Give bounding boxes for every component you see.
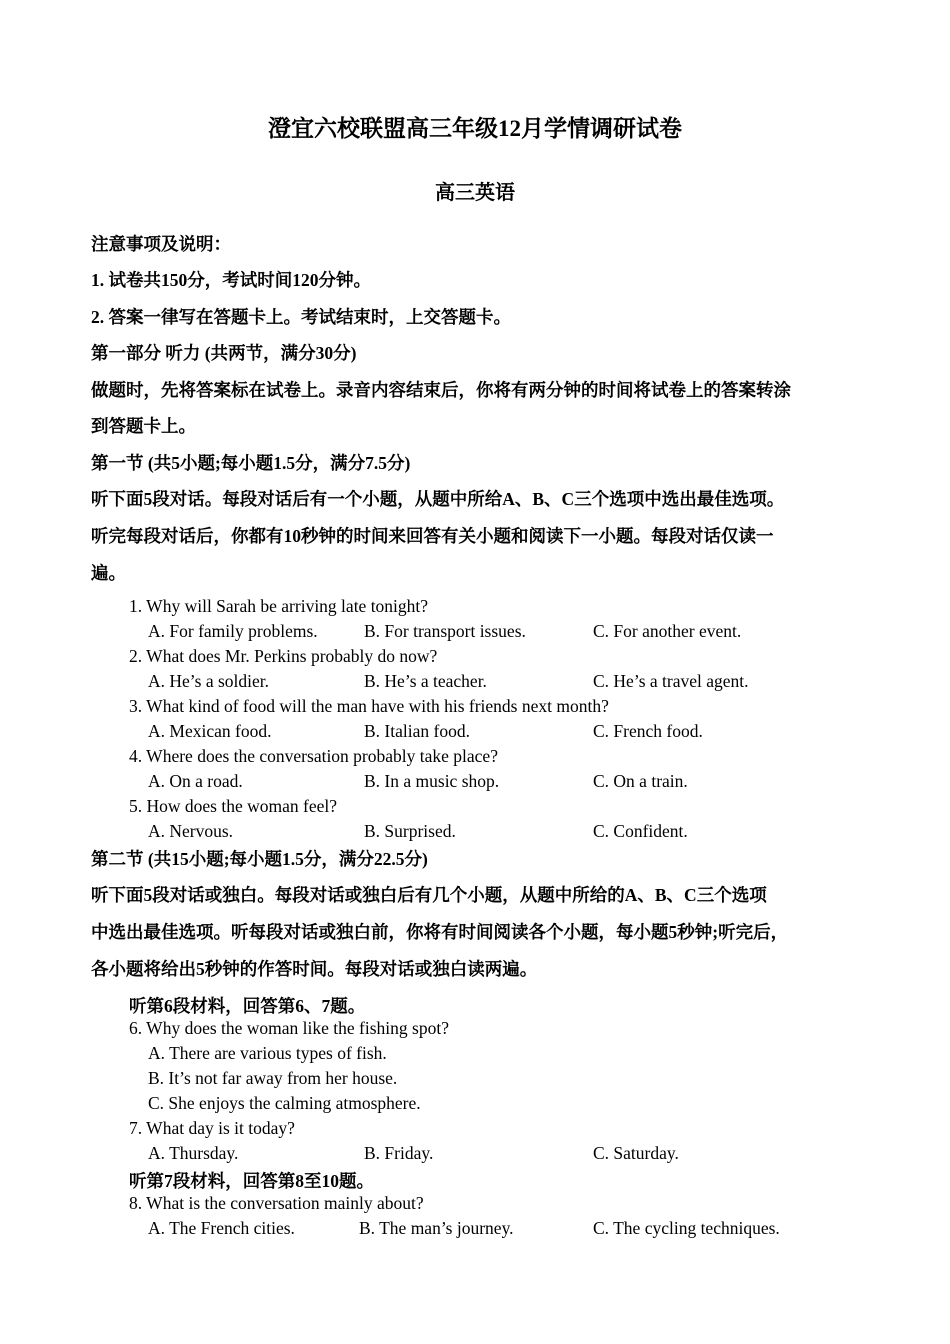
option-b: B. In a music shop. <box>364 771 500 791</box>
option-a: A. The French cities. <box>148 1218 295 1238</box>
section2-instruction: 各小题将给出5秒钟的作答时间。每段对话或独白读两遍。 <box>91 959 538 979</box>
notice-item: 2. 答案一律写在答题卡上。考试结束时，上交答题卡。 <box>91 307 511 327</box>
option-b: B. For transport issues. <box>364 621 526 641</box>
part1-instruction: 做题时，先将答案标在试卷上。录音内容结束后，你将有两分钟的时间将试卷上的答案转涂 <box>91 380 791 400</box>
option-b: B. He’s a teacher. <box>364 671 487 691</box>
option-c: C. For another event. <box>593 621 742 641</box>
option-c: C. On a train. <box>593 771 688 791</box>
part1-heading: 第一部分 听力 (共两节，满分30分) <box>91 343 357 363</box>
subject-title: 高三英语 <box>435 182 515 204</box>
notice-item: 1. 试卷共150分，考试时间120分钟。 <box>91 270 371 290</box>
material-heading: 听第6段材料，回答第6、7题。 <box>129 996 366 1016</box>
option-c: C. He’s a travel agent. <box>593 671 749 691</box>
option-a: A. Nervous. <box>148 821 234 841</box>
question-text: 7. What day is it today? <box>129 1118 295 1138</box>
option-a: A. Thursday. <box>148 1143 239 1163</box>
material-heading: 听第7段材料，回答第8至10题。 <box>129 1171 374 1191</box>
option-c: C. French food. <box>593 721 703 741</box>
question-text: 2. What does Mr. Perkins probably do now? <box>129 646 438 666</box>
option-b: B. Italian food. <box>364 721 470 741</box>
question-text: 1. Why will Sarah be arriving late tonight? <box>129 596 429 616</box>
option-a: A. On a road. <box>148 771 243 791</box>
option-b: B. Friday. <box>364 1143 434 1163</box>
section1-heading: 第一节 (共5小题;每小题1.5分，满分7.5分) <box>91 453 411 473</box>
question-text: 4. Where does the conversation probably take place? <box>129 746 498 766</box>
option-c: C. The cycling techniques. <box>593 1218 780 1238</box>
option-a: A. For family problems. <box>148 621 318 641</box>
question-text: 3. What kind of food will the man have with his friends next month? <box>129 696 609 716</box>
option-c: C. Confident. <box>593 821 688 841</box>
part1-instruction: 到答题卡上。 <box>91 416 196 436</box>
exam-title: 澄宜六校联盟高三年级12月学情调研试卷 <box>268 116 682 141</box>
option-b: B. The man’s journey. <box>359 1218 514 1238</box>
section2-heading: 第二节 (共15小题;每小题1.5分，满分22.5分) <box>91 849 428 869</box>
section2-instruction: 听下面5段对话或独白。每段对话或独白后有几个小题，从题中所给的A、B、C三个选项 <box>91 885 767 905</box>
notice-heading: 注意事项及说明： <box>91 234 231 254</box>
section1-instruction: 听完每段对话后，你都有10秒钟的时间来回答有关小题和阅读下一小题。每段对话仅读一 <box>91 526 774 546</box>
option-a: A. There are various types of fish. <box>148 1043 387 1063</box>
question-text: 8. What is the conversation mainly about? <box>129 1193 424 1213</box>
question-text: 5. How does the woman feel? <box>129 796 337 816</box>
option-b: B. Surprised. <box>364 821 456 841</box>
section1-instruction: 听下面5段对话。每段对话后有一个小题，从题中所给A、B、C三个选项中选出最佳选项。 <box>91 489 785 509</box>
option-a: A. Mexican food. <box>148 721 272 741</box>
question-text: 6. Why does the woman like the fishing spot? <box>129 1018 449 1038</box>
option-a: A. He’s a soldier. <box>148 671 270 691</box>
option-b: B. It’s not far away from her house. <box>148 1068 398 1088</box>
section2-instruction: 中选出最佳选项。听每段对话或独白前，你将有时间阅读各个小题，每小题5秒钟;听完后， <box>91 922 789 942</box>
option-c: C. Saturday. <box>593 1143 679 1163</box>
section1-instruction: 遍。 <box>91 563 126 583</box>
option-c: C. She enjoys the calming atmosphere. <box>148 1093 421 1113</box>
